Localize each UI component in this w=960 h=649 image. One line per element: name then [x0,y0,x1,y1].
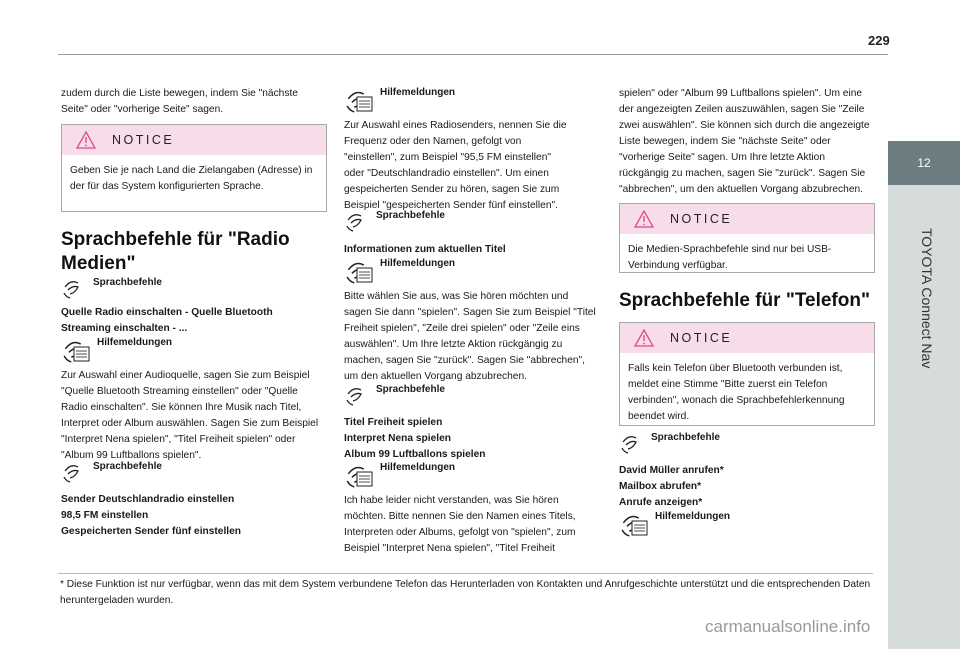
page-number: 229 [868,33,890,48]
help-message-icon [619,511,649,537]
intro-text: spielen" oder "Album 99 Luftballons spielen". Um eine der angezeigten Zeilen auszuwählen, sagen Sie "Zeile zwei auswählen". Sie können sich durch die angezeigte Liste bewegen, indem Sie "nächste Seite" oder "vorherige Seite" sagen. Um Ihre letzte Aktion rückgängig zu machen, sagen Sie "zurück". Sagen Sie "abbrechen", um den aktuellen Vorgang abzubrechen. [619,88,870,195]
help-message-row [344,258,455,284]
help-message-label: Hilfemeldungen [655,511,731,522]
warning-icon [76,131,96,149]
voice-command-icon [619,432,645,454]
notice-box [619,203,875,273]
warning-icon [634,329,654,347]
voice-command-row [61,461,162,483]
notice-text: Die Medien-Sprachbefehle sind nur bei USB-Verbindung verfügbar. [628,244,832,271]
notice-text: Falls kein Telefon über Bluetooth verbunden ist, meldet eine Stimme "Bitte zuerst ein Telefon verbinden", wonach die Sprachbefehlerkennung beendet wird. [628,363,845,422]
help-message-row [344,462,455,488]
chapter-number[interactable]: 12 [917,156,931,170]
command-text: Informationen zum aktuellen Titel [344,244,506,255]
footnote: * Diese Funktion ist nur verfügbar, wenn das mit dem System verbundene Telefon das Herunterladen von Kontakten und Anrufgeschichte unterstützt und die entsprechenden Daten heruntergeladen wurden. [60,579,871,606]
section-heading: Sprachbefehle für "Radio Medien" [61,229,290,274]
command-text: Titel Freiheit spielen Interpret Nena spielen Album 99 Luftballons spielen [344,417,486,460]
voice-command-icon [61,277,87,299]
voice-command-label: Sprachbefehle [93,461,162,472]
voice-command-label: Sprachbefehle [376,384,445,395]
voice-command-row [344,210,445,232]
voice-command-icon [344,384,370,406]
help-message-label: Hilfemeldungen [97,337,173,348]
notice-header [62,125,326,155]
notice-text: Geben Sie je nach Land die Zielangaben (Adresse) in der für das System konfigurierten Sprache. [70,165,313,192]
voice-command-label: Sprachbefehle [651,432,720,443]
help-message-text: Ich habe leider nicht verstanden, was Sie hören möchten. Bitte nennen Sie den Namen eines Titels, Interpreten oder Albums, gefolgt von "spielen", zum Beispiel "Interpret Nena spielen", "Titel Freiheit [344,495,576,554]
notice-header [620,323,874,353]
help-message-row [61,337,172,363]
voice-command-row [619,432,720,454]
help-message-icon [344,258,374,284]
voice-command-icon [61,461,87,483]
intro-text: zudem durch die Liste bewegen, indem Sie "nächste Seite" oder "vorherige Seite" sagen. [61,88,298,115]
warning-icon [634,210,654,228]
notice-title: NOTICE [112,133,175,147]
header-rule [58,54,888,55]
help-message-text: Bitte wählen Sie aus, was Sie hören möchten und sagen Sie dann "spielen". Sagen Sie zum Beispiel "Titel Freiheit spielen", "Zeile drei spielen" oder "Zeile eins auswählen". Um Ihre letzte Aktion rückgängig zu machen, sagen Sie "zurück". Sagen Sie "abbrechen", um den aktuellen Vorgang abzubrechen. [344,291,596,382]
notice-title: NOTICE [670,212,733,226]
help-message-label: Hilfemeldungen [380,87,456,98]
command-text: David Müller anrufen* Mailbox abrufen* Anrufe anzeigen* [619,465,724,508]
help-message-icon [344,462,374,488]
command-text: Quelle Radio einschalten - Quelle Bluetooth Streaming einschalten - ... [61,307,273,334]
voice-command-label: Sprachbefehle [93,277,162,288]
command-text: Sender Deutschlandradio einstellen 98,5 FM einstellen Gespeicherten Sender fünf einstellen [61,494,242,537]
help-message-text: Zur Auswahl eines Radiosenders, nennen Sie die Frequenz oder den Namen, gefolgt von "einstellen", zum Beispiel "95,5 FM einstellen" oder "Deutschlandradio einstellen". Um einen gespeicherten Sender zu hören, sagen Sie zum Beispiel "gespeicherten Sender fünf einstellen". [344,120,567,211]
voice-command-row [61,277,162,299]
watermark: carmanualsonline.info [705,617,871,636]
help-message-text: Zur Auswahl einer Audioquelle, sagen Sie zum Beispiel "Quelle Bluetooth Streaming einstellen" oder "Quelle Radio einschalten". Sie können Ihre Musik nach Titel, Interpret oder Album auswählen. Sagen Sie zum Beispiel "Interpret Nena spielen", "Titel Freiheit spielen" oder "Album 99 Luftballons spielen". [61,370,319,461]
notice-box [61,124,327,212]
help-message-row [344,87,455,113]
help-message-label: Hilfemeldungen [380,462,456,473]
help-message-label: Hilfemeldungen [380,258,456,269]
section-heading: Sprachbefehle für "Telefon" [619,290,870,311]
voice-command-row [344,384,445,406]
voice-command-icon [344,210,370,232]
voice-command-label: Sprachbefehle [376,210,445,221]
help-message-icon [344,87,374,113]
help-message-icon [61,337,91,363]
sidebar-label: TOYOTA Connect Nav [919,228,935,369]
help-message-row [619,511,730,537]
notice-box [619,322,875,426]
footnote-rule [58,573,873,574]
notice-title: NOTICE [670,331,733,345]
notice-header [620,204,874,234]
